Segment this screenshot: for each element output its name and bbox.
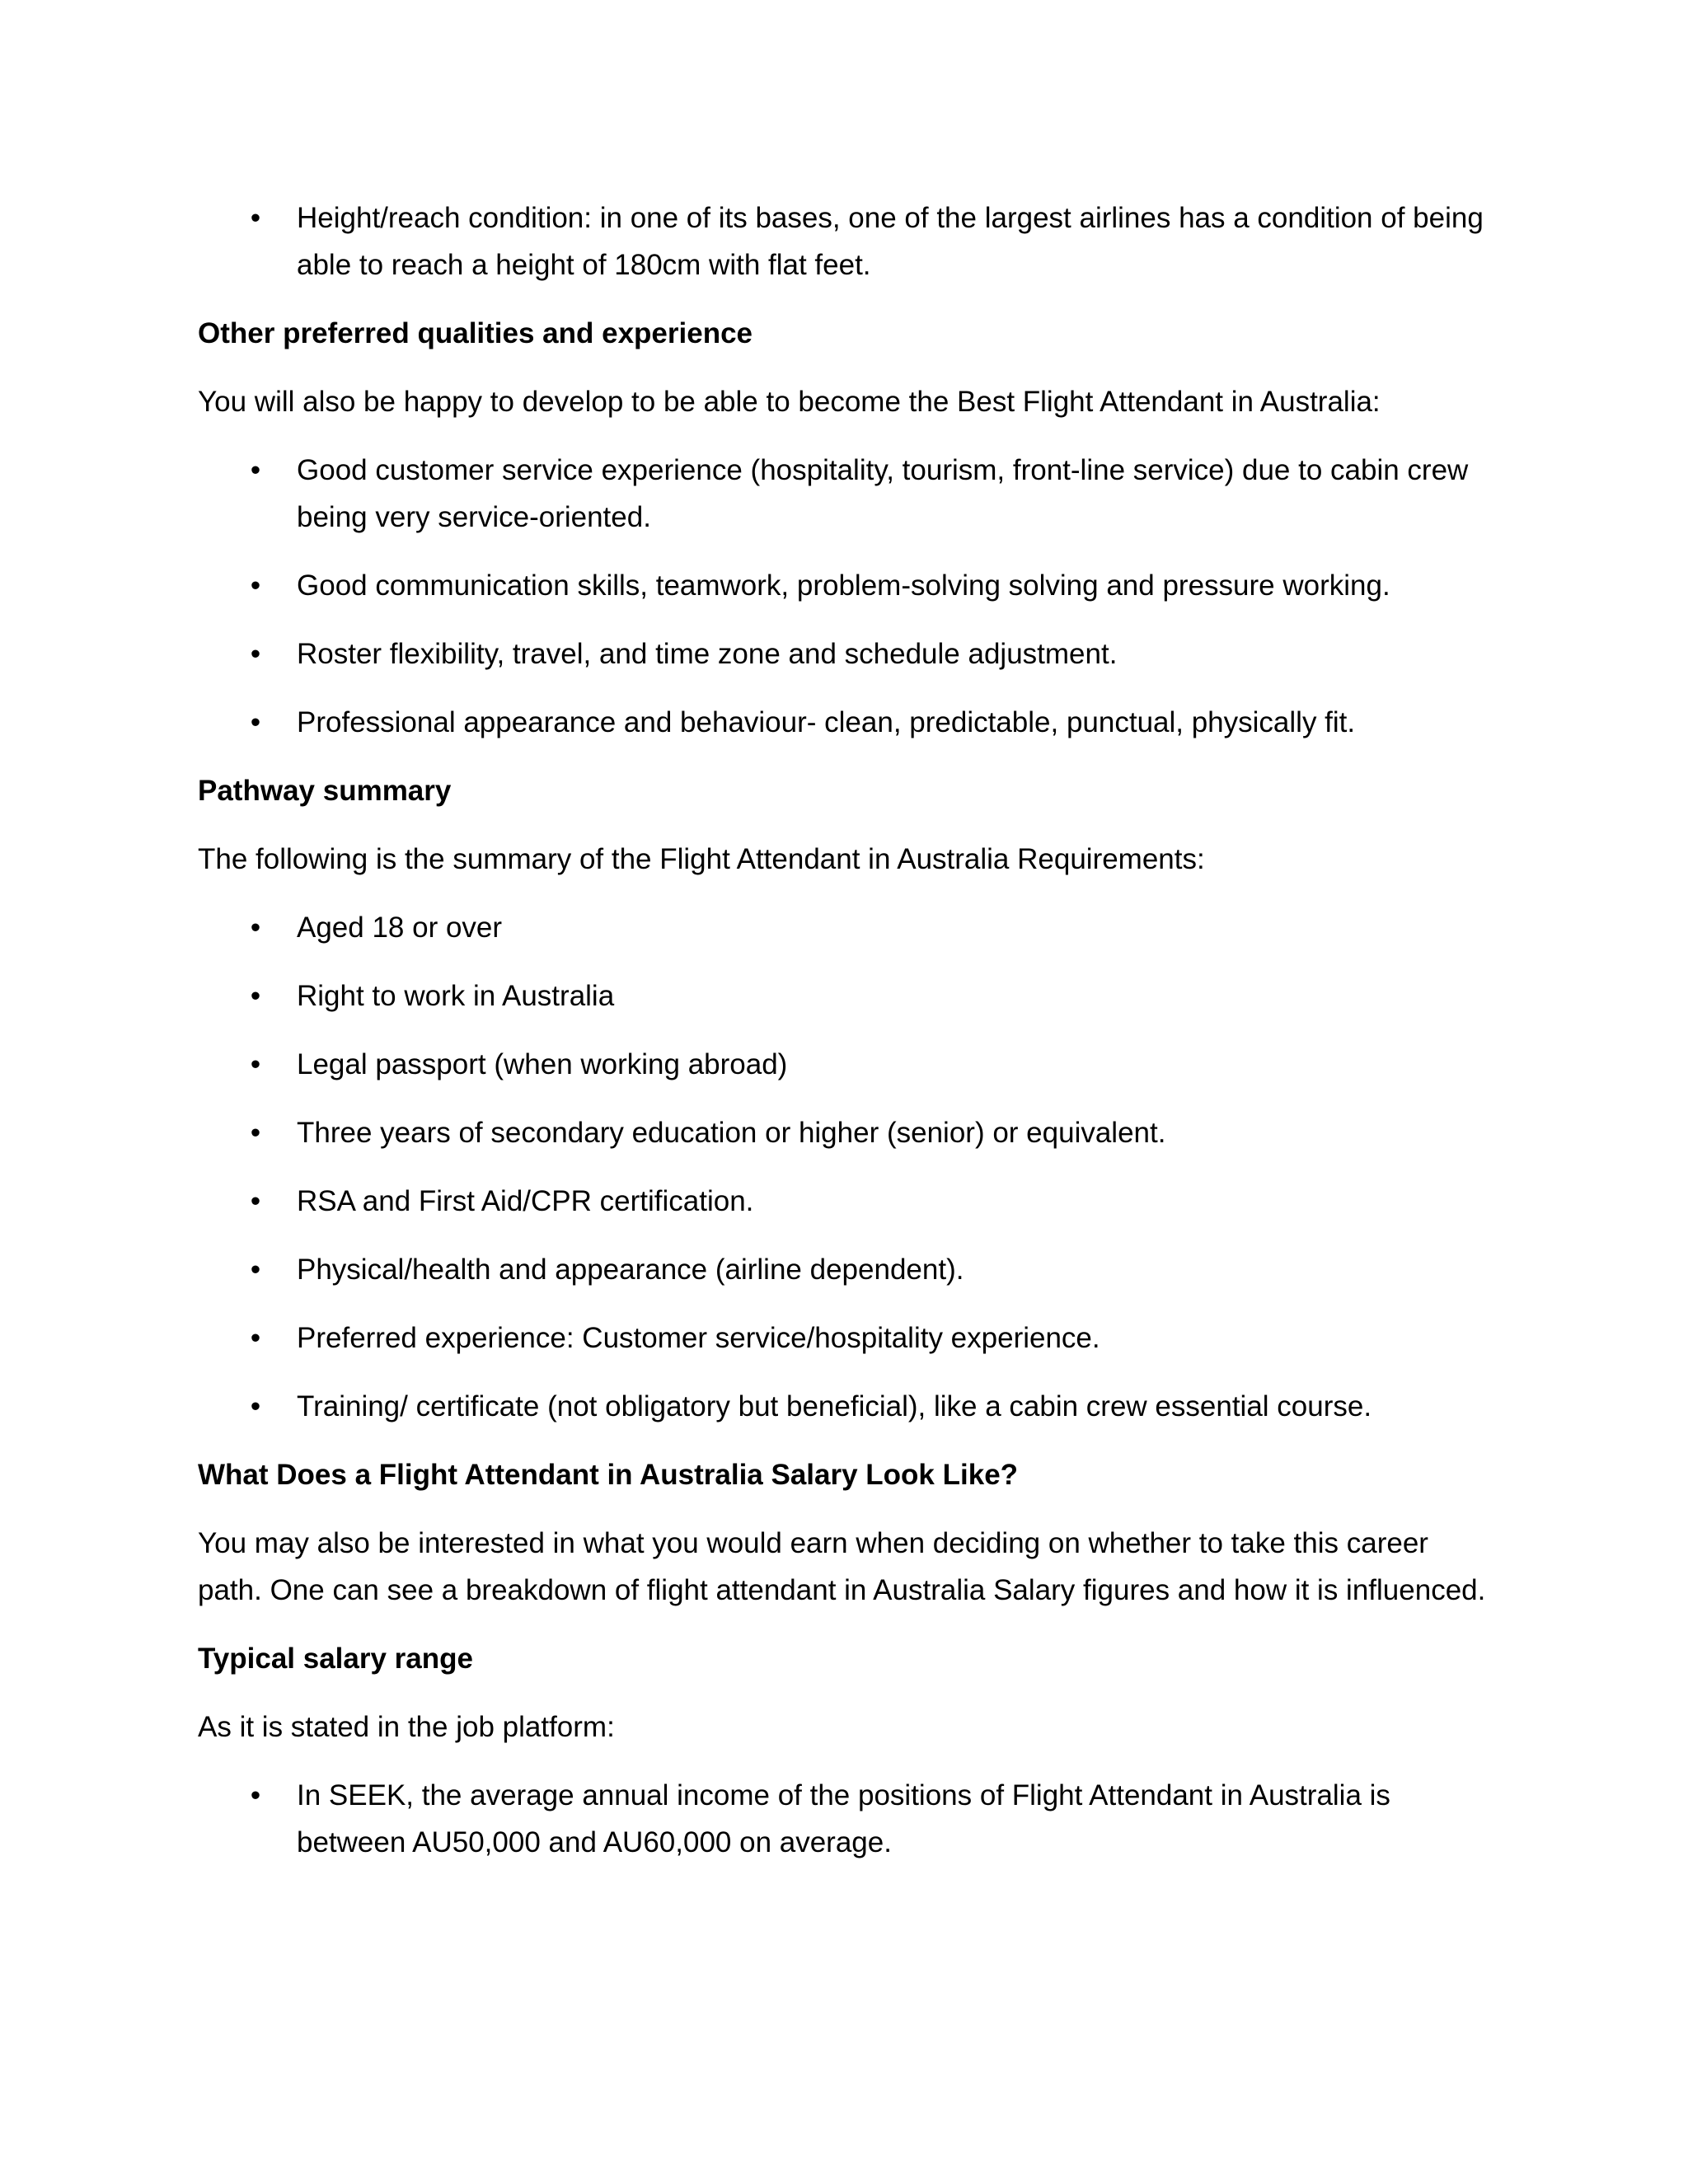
list-item-text: Good customer service experience (hospitality, tourism, front-line service) due to cabin crew being very service-oriented.	[297, 454, 1469, 533]
bullet-icon: •	[250, 202, 261, 234]
bullet-icon: •	[250, 1322, 261, 1354]
bullet-icon: •	[250, 638, 261, 670]
section-heading-preferred: Other preferred qualities and experience	[198, 317, 753, 349]
list-item	[198, 1315, 1500, 1361]
list-item-text: Physical/health and appearance (airline dependent).	[297, 1254, 964, 1286]
section-heading-salary: What Does a Flight Attendant in Australia Salary Look Like?	[198, 1459, 1019, 1491]
list-item	[198, 1383, 1500, 1430]
bullet-icon: •	[250, 980, 261, 1012]
list-item	[198, 194, 1500, 288]
section-heading-typical-salary: Typical salary range	[198, 1643, 473, 1675]
bullet-icon: •	[250, 454, 261, 486]
list-item-text: RSA and First Aid/CPR certification.	[297, 1185, 754, 1217]
bullet-icon: •	[250, 1390, 261, 1422]
list-item-text: Training/ certificate (not obligatory but beneficial), like a cabin crew essential course.	[297, 1390, 1372, 1422]
bullet-icon: •	[250, 706, 261, 738]
preferred-list	[198, 447, 1500, 746]
list-item	[198, 1109, 1500, 1156]
list-item-text: Professional appearance and behaviour- clean, predictable, punctual, physically fit.	[297, 706, 1356, 738]
document-page	[198, 194, 1500, 1887]
list-item	[198, 699, 1500, 746]
list-item-text: Good communication skills, teamwork, problem-solving solving and pressure working.	[297, 569, 1390, 602]
list-item	[198, 630, 1500, 677]
list-item	[198, 1041, 1500, 1088]
list-item	[198, 562, 1500, 609]
list-item-text: Legal passport (when working abroad)	[297, 1048, 788, 1080]
list-item-text: Roster flexibility, travel, and time zone and schedule adjustment.	[297, 638, 1118, 670]
bullet-icon: •	[250, 912, 261, 944]
list-item	[198, 904, 1500, 951]
list-item	[198, 1178, 1500, 1225]
intro-list	[198, 194, 1500, 288]
list-item-text: In SEEK, the average annual income of the positions of Flight Attendant in Australia is between AU50,000 and AU60,000 on average.	[297, 1779, 1390, 1858]
list-item-text: Three years of secondary education or higher (senior) or equivalent.	[297, 1117, 1166, 1149]
list-item-text: Preferred experience: Customer service/hospitality experience.	[297, 1322, 1100, 1354]
paragraph-pathway-intro: The following is the summary of the Flight Attendant in Australia Requirements:	[198, 843, 1205, 875]
list-item-text: Right to work in Australia	[297, 980, 615, 1012]
pathway-list	[198, 904, 1500, 1430]
list-item	[198, 447, 1500, 541]
paragraph-preferred-intro: You will also be happy to develop to be able to become the Best Flight Attendant in Australia:	[198, 386, 1381, 418]
bullet-icon: •	[250, 1779, 261, 1811]
list-item-text: Height/reach condition: in one of its bases, one of the largest airlines has a condition of being able to reach a height of 180cm with flat feet.	[297, 202, 1484, 281]
list-item	[198, 1246, 1500, 1293]
bullet-icon: •	[250, 1254, 261, 1286]
bullet-icon: •	[250, 569, 261, 602]
typical-salary-list	[198, 1772, 1500, 1866]
list-item	[198, 1772, 1500, 1866]
bullet-icon: •	[250, 1117, 261, 1149]
paragraph-salary-intro: You may also be interested in what you would earn when deciding on whether to take this career path. One can see a breakdown of flight attendant in Australia Salary figures and how it is influenced.	[198, 1527, 1486, 1606]
paragraph-typical-intro: As it is stated in the job platform:	[198, 1711, 615, 1743]
bullet-icon: •	[250, 1185, 261, 1217]
list-item-text: Aged 18 or over	[297, 912, 503, 944]
list-item	[198, 972, 1500, 1019]
bullet-icon: •	[250, 1048, 261, 1080]
section-heading-pathway: Pathway summary	[198, 775, 452, 807]
